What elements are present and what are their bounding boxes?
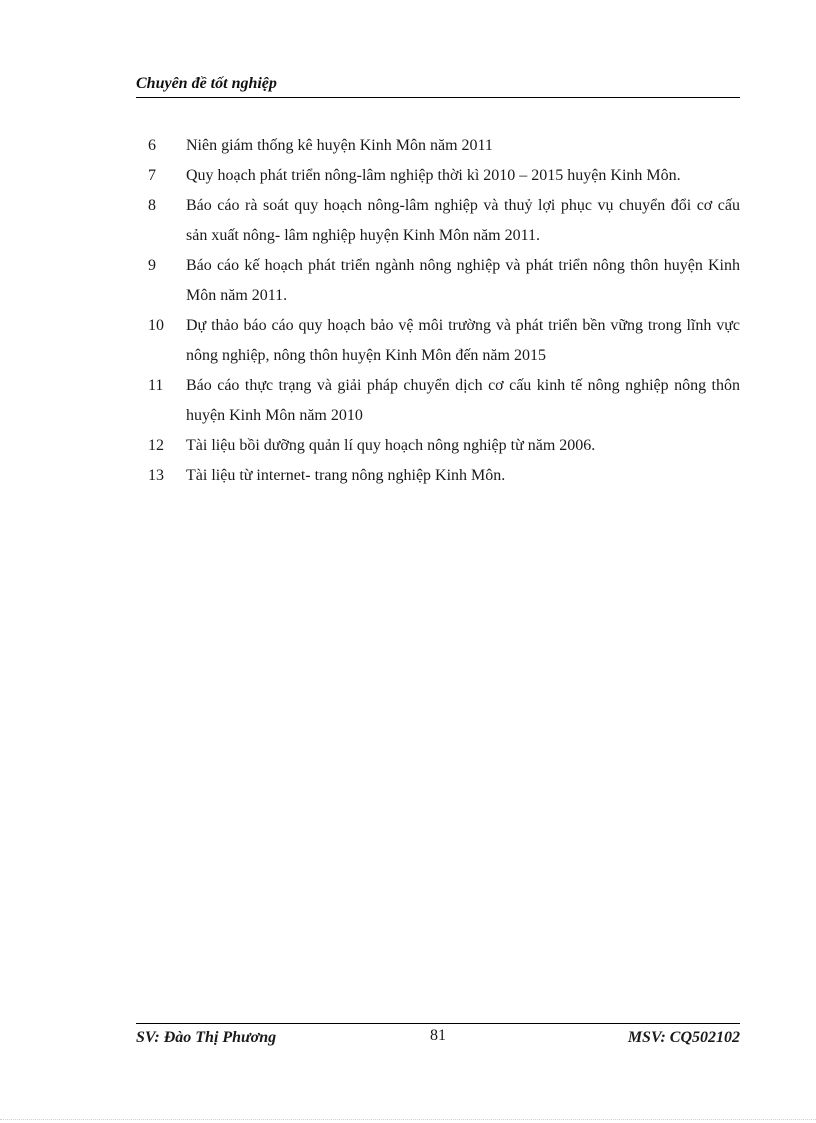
reference-item	[146, 371, 740, 431]
reference-number: 8	[148, 197, 156, 214]
reference-text: Quy hoạch phát triển nông-lâm nghiệp thời kì 2010 – 2015 huyện Kinh Môn.	[186, 167, 681, 184]
reference-item	[146, 191, 740, 251]
footer-student-id: MSV: CQ502102	[627, 1029, 740, 1046]
reference-list	[146, 131, 740, 491]
reference-number: 13	[148, 467, 164, 484]
reference-text: Báo cáo kế hoạch phát triển ngành nông nghiệp và phát triển nông thôn huyện Kinh Môn năm 2011.	[186, 257, 740, 304]
reference-text: Dự thảo báo cáo quy hoạch bảo vệ môi trường và phát triển bền vững trong lĩnh vực nông nghiệp, nông thôn huyện Kinh Môn đến năm 2015	[186, 317, 740, 364]
footer-divider	[136, 1023, 740, 1024]
reference-text: Báo cáo rà soát quy hoạch nông-lâm nghiệp và thuỷ lợi phục vụ chuyển đổi cơ cấu sản xuất nông- lâm nghiệp huyện Kinh Môn năm 2011.	[186, 197, 740, 244]
reference-text: Báo cáo thực trạng và giải pháp chuyển dịch cơ cấu kinh tế nông nghiệp nông thôn huyện Kinh Môn năm 2010	[186, 377, 740, 424]
page-number: 81	[430, 1027, 446, 1044]
page-header	[136, 74, 740, 98]
reference-text: Niên giám thống kê huyện Kinh Môn năm 2011	[186, 137, 493, 154]
footer-student-name: SV: Đào Thị Phương	[136, 1029, 277, 1046]
reference-number: 11	[148, 377, 164, 394]
reference-number: 9	[148, 257, 156, 274]
reference-item	[146, 251, 740, 311]
reference-text: Tài liệu từ internet- trang nông nghiệp Kinh Môn.	[186, 467, 506, 484]
reference-item	[146, 131, 740, 161]
reference-text: Tài liệu bồi dưỡng quản lí quy hoạch nông nghiệp từ năm 2006.	[186, 437, 596, 454]
reference-number: 6	[148, 137, 156, 154]
reference-number: 7	[148, 167, 156, 184]
reference-item	[146, 311, 740, 371]
reference-item	[146, 461, 740, 491]
reference-number: 10	[148, 317, 164, 334]
page-bottom-border	[0, 1119, 816, 1120]
page-footer	[136, 1027, 740, 1049]
reference-item	[146, 431, 740, 461]
header-title: Chuyên đề tốt nghiệp	[136, 75, 277, 92]
reference-number: 12	[148, 437, 164, 454]
reference-item	[146, 161, 740, 191]
